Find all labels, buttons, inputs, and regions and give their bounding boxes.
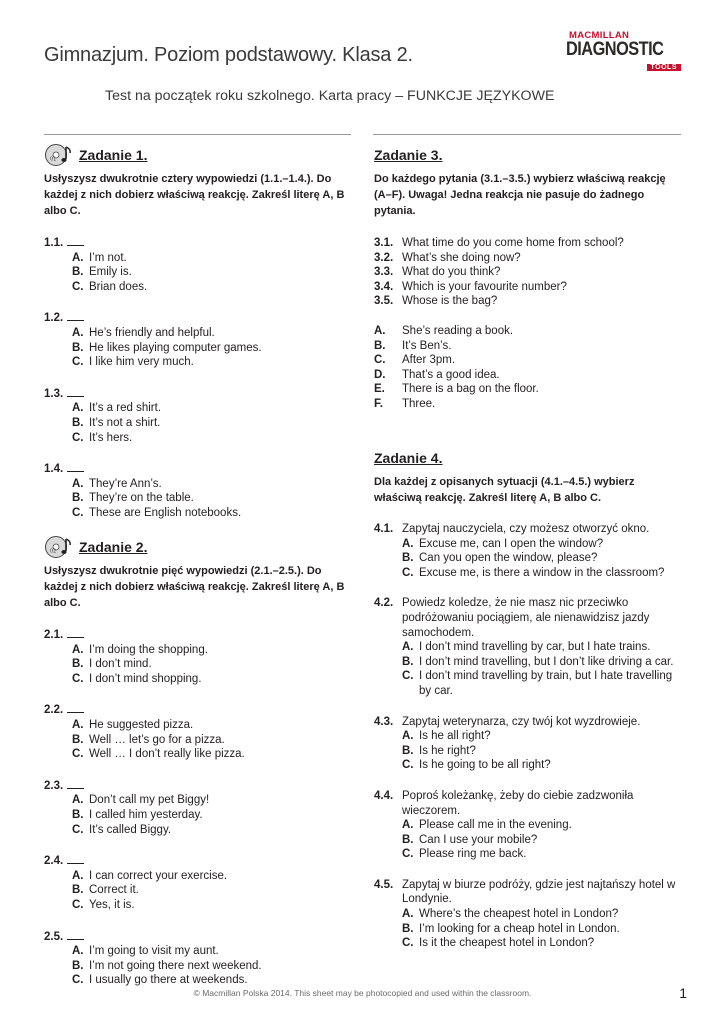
question-item: [374, 251, 684, 266]
option-text: I don’t mind shopping.: [89, 672, 202, 685]
situation-prompt: [374, 789, 684, 818]
option-text: These are English notebooks.: [89, 506, 242, 519]
option-letter: A.: [72, 718, 84, 731]
task-4-title: Zadanie 4.: [374, 450, 443, 466]
answer-blank[interactable]: [67, 703, 84, 713]
option-text: Please ring me back.: [419, 848, 527, 861]
option-text: I’m going to visit my aunt.: [89, 945, 219, 958]
option-letter: B.: [72, 492, 84, 505]
task-2-title: Zadanie 2.: [79, 539, 148, 555]
option-letter: B.: [402, 655, 414, 668]
option-text: I’m looking for a cheap hotel in London.: [419, 922, 620, 935]
question-text: What do you think?: [402, 266, 501, 279]
question-item: [374, 280, 684, 295]
answer-blank[interactable]: [67, 236, 84, 246]
question-number: 3.4.: [374, 280, 394, 293]
answer-option[interactable]: [374, 537, 684, 552]
answer-option[interactable]: [44, 747, 354, 762]
answer-option[interactable]: [44, 251, 354, 266]
option-letter: A.: [72, 643, 84, 656]
question-text: What’s she doing now?: [402, 251, 521, 264]
task-4: [374, 447, 684, 951]
answer-option[interactable]: [44, 416, 354, 431]
left-divider: [44, 134, 351, 135]
question-item: [374, 715, 684, 773]
option-text: He suggested pizza.: [89, 718, 194, 731]
option-text: Emily is.: [89, 266, 132, 279]
question-number: 4.4.: [374, 789, 394, 802]
option-text: Is he all right?: [419, 730, 491, 743]
answer-option[interactable]: [44, 506, 354, 521]
cd-audio-icon: [44, 143, 74, 167]
option-letter: A.: [72, 945, 84, 958]
option-text: Is he right?: [419, 744, 476, 757]
answer-option[interactable]: [44, 431, 354, 446]
answer-option[interactable]: [44, 341, 354, 356]
option-letter: A.: [374, 324, 386, 337]
question-number: 1.1.: [44, 237, 64, 249]
situation-prompt: [374, 596, 684, 640]
option-text: Excuse me, can I open the window?: [419, 537, 604, 550]
answer-option[interactable]: [44, 733, 354, 748]
answer-option[interactable]: [44, 944, 354, 959]
answer-blank[interactable]: [67, 311, 84, 321]
answer-option[interactable]: [374, 847, 684, 862]
right-divider: [373, 134, 681, 135]
answer-option[interactable]: [374, 922, 684, 937]
option-text: There is a bag on the floor.: [402, 383, 539, 396]
option-letter: B.: [402, 552, 414, 565]
answer-option[interactable]: [374, 833, 684, 848]
svg-text:01: 01: [50, 156, 57, 163]
option-text: Can you open the window, please?: [419, 552, 598, 565]
option-letter: B.: [402, 744, 414, 757]
task-2: [44, 536, 354, 988]
option-text: I usually go there at weekends.: [89, 974, 248, 987]
option-text: It’s called Biggy.: [89, 823, 172, 836]
question-item: [44, 462, 354, 520]
option-text: I don’t mind travelling by train, but I hate travelling by car.: [419, 670, 673, 697]
option-letter: C.: [72, 356, 84, 369]
answer-blank[interactable]: [67, 628, 84, 638]
option-text: It’s not a shirt.: [89, 416, 161, 429]
option-letter: C.: [402, 670, 414, 683]
question-item: [374, 294, 684, 309]
option-text: It’s a red shirt.: [89, 402, 162, 415]
question-number: 4.3.: [374, 715, 394, 728]
answer-option[interactable]: [44, 280, 354, 295]
option-letter: C.: [72, 672, 84, 685]
option-text: I don’t mind.: [89, 658, 152, 671]
option-letter: D.: [374, 368, 386, 381]
logo-line1: MACMILLAN: [569, 30, 630, 41]
answer-option[interactable]: [374, 669, 684, 698]
option-letter: C.: [402, 937, 414, 950]
task-3-title: Zadanie 3.: [374, 147, 443, 163]
option-text: Excuse me, is there a window in the classroom?: [419, 566, 665, 579]
option-letter: B.: [72, 416, 84, 429]
answer-option: [374, 324, 684, 339]
option-text: Three.: [402, 397, 436, 410]
option-text: That’s a good idea.: [402, 368, 500, 381]
answer-option[interactable]: [374, 729, 684, 744]
answer-option[interactable]: [44, 973, 354, 988]
answer-option[interactable]: [374, 640, 684, 655]
option-text: He’s friendly and helpful.: [89, 326, 215, 339]
option-letter: C.: [72, 974, 84, 987]
option-letter: A.: [72, 869, 84, 882]
situation-prompt: [374, 878, 684, 907]
question-text: What time do you come home from school?: [402, 237, 624, 249]
answer-option[interactable]: [374, 566, 684, 581]
answer-option[interactable]: [374, 655, 684, 670]
answer-option[interactable]: [44, 265, 354, 280]
question-number: 3.1.: [374, 237, 394, 249]
question-number: 1.3.: [44, 387, 64, 400]
answer-option[interactable]: [44, 808, 354, 823]
answer-option[interactable]: [44, 898, 354, 913]
option-letter: A.: [402, 908, 414, 921]
option-letter: A.: [72, 477, 84, 490]
page-title: Gimnazjum. Poziom podstawowy. Klasa 2.: [44, 44, 413, 66]
question-number: 4.1.: [374, 523, 394, 535]
question-item: [374, 265, 684, 280]
option-text: Is he going to be all right?: [419, 759, 551, 772]
answer-option[interactable]: [44, 355, 354, 370]
task-4-header: [374, 447, 684, 473]
question-number: 4.5.: [374, 878, 394, 891]
situation-prompt: [374, 522, 684, 537]
question-number-row: [44, 703, 354, 718]
option-letter: A.: [72, 251, 84, 264]
answer-option[interactable]: [44, 823, 354, 838]
question-number: 3.2.: [374, 251, 394, 264]
option-text: Correct it.: [89, 884, 139, 897]
option-letter: C.: [72, 431, 84, 444]
question-number-row: [44, 387, 354, 402]
answer-option[interactable]: [44, 643, 354, 658]
task-1-header: [44, 144, 354, 170]
prompt-text: Poproś koleżankę, żeby do ciebie zadzwoniła wieczorem.: [402, 789, 634, 817]
option-letter: F.: [374, 397, 383, 410]
task-3-answers: [374, 324, 684, 412]
question-item: [44, 703, 354, 761]
option-text: Don’t call my pet Biggy!: [89, 794, 210, 807]
option-letter: A.: [72, 794, 84, 807]
question-item: [374, 596, 684, 698]
question-number-row: [44, 462, 354, 477]
question-item: [44, 311, 354, 369]
question-number: 2.1.: [44, 629, 64, 641]
option-text: She’s reading a book.: [402, 324, 514, 337]
task-3-header: [374, 144, 684, 170]
option-text: Brian does.: [89, 280, 148, 293]
answer-option: [374, 397, 684, 412]
option-letter: B.: [374, 339, 386, 352]
answer-blank[interactable]: [67, 930, 84, 940]
option-text: I called him yesterday.: [89, 808, 203, 821]
option-letter: C.: [72, 280, 84, 293]
option-text: Can I use your mobile?: [419, 833, 538, 846]
task-1-questions: [44, 236, 354, 521]
task-4-instruction: Dla każdej z opisanych sytuacji (4.1.–4.5.) wybierz właściwą reakcję. Zakreśl literę A, B albo C.: [374, 476, 635, 504]
answer-blank[interactable]: [67, 779, 84, 789]
answer-blank[interactable]: [67, 462, 84, 472]
question-number-row: [44, 930, 354, 945]
option-letter: B.: [72, 733, 84, 746]
option-text: I don’t mind travelling, but I don’t like driving a car.: [419, 655, 674, 668]
answer-option: [374, 382, 684, 397]
option-letter: B.: [402, 922, 414, 935]
macmillan-diagnostic-logo: [566, 30, 684, 76]
answer-option[interactable]: [44, 491, 354, 506]
question-number: 1.4.: [44, 463, 64, 476]
question-text: Whose is the bag?: [402, 295, 498, 308]
answer-option[interactable]: [374, 758, 684, 773]
question-item: [44, 236, 354, 294]
question-number: 3.3.: [374, 266, 394, 279]
option-text: Yes, it is.: [89, 898, 135, 911]
option-letter: A.: [72, 326, 84, 339]
task-2-questions: [44, 628, 354, 988]
svg-text:02: 02: [50, 548, 57, 555]
option-letter: C.: [374, 354, 386, 367]
option-letter: B.: [72, 959, 84, 972]
answer-option[interactable]: [374, 936, 684, 951]
answer-option[interactable]: [44, 672, 354, 687]
question-item: [44, 854, 354, 912]
prompt-text: Zapytaj nauczyciela, czy możesz otworzyć okno.: [402, 523, 650, 535]
prompt-text: Powiedz koledze, że nie masz nic przeciwko podróżowaniu pociągiem, ale nienawidzisz jazdy samochodem.: [402, 597, 650, 639]
page-number: 1: [679, 985, 687, 1001]
option-text: They’re Ann’s.: [89, 477, 162, 490]
option-letter: B.: [402, 833, 414, 846]
answer-option[interactable]: [44, 793, 354, 808]
task-1-instruction: Usłyszysz dwukrotnie cztery wypowiedzi (1.1.–1.4.). Do każdej z nich dobierz właściwą reakcję. Zakreśl literę A, B albo C.: [44, 173, 345, 217]
option-text: Is it the cheapest hotel in London?: [419, 937, 595, 950]
option-text: It’s hers.: [89, 431, 133, 444]
question-number: 2.2.: [44, 704, 64, 717]
task-1-title: Zadanie 1.: [79, 147, 148, 163]
answer-option[interactable]: [44, 883, 354, 898]
option-text: I like him very much.: [89, 356, 194, 369]
option-text: Well … let’s go for a pizza.: [89, 733, 225, 746]
option-letter: A.: [402, 641, 414, 654]
option-letter: E.: [374, 383, 385, 396]
question-item: [44, 628, 354, 686]
option-letter: C.: [402, 759, 414, 772]
question-number-row: [44, 779, 354, 794]
answer-option[interactable]: [374, 551, 684, 566]
logo-line2: DIAGNOSTIC: [566, 39, 664, 60]
question-text: Which is your favourite number?: [402, 280, 567, 293]
page-subtitle: Test na początek roku szkolnego. Karta pracy – FUNKCJE JĘZYKOWE: [105, 88, 555, 104]
task-3-instruction: Do każdego pytania (3.1.–3.5.) wybierz właściwą reakcję (A–F). Uwaga! Jedna reakcja nie pasuje do żadnego pytania.: [374, 173, 666, 217]
option-letter: C.: [72, 898, 84, 911]
answer-option[interactable]: [44, 657, 354, 672]
answer-blank[interactable]: [67, 854, 84, 864]
answer-option[interactable]: [44, 326, 354, 341]
option-letter: A.: [402, 819, 414, 832]
option-letter: C.: [402, 848, 414, 861]
question-number-row: [44, 236, 354, 251]
question-number: 1.2.: [44, 312, 64, 325]
answer-option: [374, 339, 684, 354]
question-item: [44, 779, 354, 837]
option-letter: A.: [402, 730, 414, 743]
option-text: I’m not.: [89, 251, 127, 264]
option-letter: B.: [72, 884, 84, 897]
question-number: 2.4.: [44, 855, 64, 868]
option-letter: B.: [72, 808, 84, 821]
logo-line3: TOOLS: [647, 64, 681, 71]
situation-prompt: [374, 715, 684, 730]
answer-option[interactable]: [44, 401, 354, 416]
answer-option: [374, 368, 684, 383]
question-item: [44, 387, 354, 445]
question-number-row: [44, 311, 354, 326]
option-letter: C.: [402, 566, 414, 579]
task-2-instruction: Usłyszysz dwukrotnie pięć wypowiedzi (2.1.–2.5.). Do każdej z nich dobierz właściwą reakcję. Zakreśl literę A, B albo C.: [44, 565, 345, 609]
option-letter: C.: [72, 748, 84, 761]
question-item: [374, 789, 684, 862]
question-item: [374, 236, 684, 251]
question-number: 2.3.: [44, 779, 64, 792]
option-letter: B.: [72, 341, 84, 354]
task-3: [374, 144, 684, 412]
option-text: It’s Ben’s.: [402, 339, 452, 352]
answer-option[interactable]: [44, 869, 354, 884]
answer-option[interactable]: [44, 959, 354, 974]
answer-option[interactable]: [374, 907, 684, 922]
option-text: Please call me in the evening.: [419, 819, 572, 832]
question-number-row: [44, 854, 354, 869]
option-text: He likes playing computer games.: [89, 341, 262, 354]
option-letter: A.: [402, 537, 414, 550]
question-item: [374, 878, 684, 951]
answer-blank[interactable]: [67, 387, 84, 397]
task-2-header: [44, 536, 354, 562]
task-1: [44, 144, 354, 521]
option-letter: A.: [72, 402, 84, 415]
option-text: Where’s the cheapest hotel in London?: [419, 908, 619, 921]
task-3-questions: [374, 236, 684, 309]
option-text: I can correct your exercise.: [89, 869, 228, 882]
prompt-text: Zapytaj weterynarza, czy twój kot wyzdrowieje.: [402, 715, 641, 728]
option-text: They’re on the table.: [89, 492, 194, 505]
prompt-text: Zapytaj w biurze podróży, gdzie jest najtańszy hotel w Londynie.: [402, 878, 676, 906]
option-letter: C.: [72, 823, 84, 836]
option-text: After 3pm.: [402, 354, 456, 367]
answer-option[interactable]: [44, 718, 354, 733]
option-letter: C.: [72, 506, 84, 519]
footer-copyright: © Macmillan Polska 2014. This sheet may be photocopied and used within the classroom.: [193, 988, 532, 998]
question-item: [374, 522, 684, 580]
answer-option[interactable]: [374, 818, 684, 833]
answer-option: [374, 353, 684, 368]
question-item: [44, 930, 354, 988]
question-number: 4.2.: [374, 597, 394, 610]
question-number: 2.5.: [44, 930, 64, 943]
question-number-row: [44, 628, 354, 643]
option-text: I don’t mind travelling by car, but I hate trains.: [419, 641, 651, 654]
option-text: I’m doing the shopping.: [89, 643, 208, 656]
answer-option[interactable]: [44, 477, 354, 492]
option-letter: B.: [72, 658, 84, 671]
option-text: Well … I don’t really like pizza.: [89, 748, 245, 761]
cd-audio-icon: [44, 535, 74, 559]
task-4-questions: [374, 522, 684, 951]
option-text: I’m not going there next weekend.: [89, 959, 262, 972]
option-letter: B.: [72, 266, 84, 279]
answer-option[interactable]: [374, 744, 684, 759]
question-number: 3.5.: [374, 295, 394, 308]
